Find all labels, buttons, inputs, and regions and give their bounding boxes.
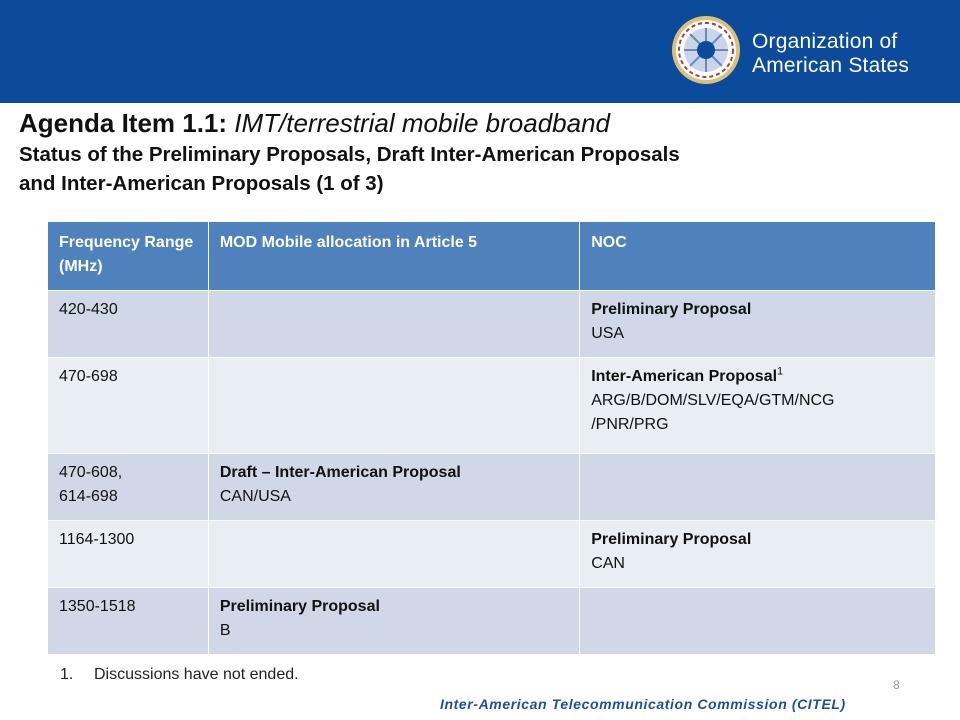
- table-row: [48, 358, 936, 454]
- cell-range: [48, 358, 209, 454]
- mod-title: Draft – Inter-American Proposal: [219, 464, 461, 481]
- header-frequency-range: Frequency Range (MHz): [48, 222, 209, 291]
- page-title: [19, 106, 949, 140]
- cell-range: [48, 521, 209, 588]
- header-noc: NOC: [580, 222, 936, 291]
- cell-mod: [208, 291, 579, 358]
- cell-noc: [580, 358, 936, 454]
- table-row: [48, 521, 936, 588]
- header-mod-mobile-allocation: MOD Mobile allocation in Article 5: [208, 222, 579, 291]
- range-value: 1350-1518: [59, 598, 136, 615]
- oas-seal-icon: [671, 15, 741, 85]
- cell-mod: [208, 358, 579, 454]
- org-name-line1: Organization of: [752, 30, 898, 53]
- range-value: 470-698: [59, 368, 118, 385]
- mod-body: B: [219, 622, 231, 639]
- footnote: [60, 666, 299, 684]
- footnote-text: Discussions have not ended.: [94, 666, 299, 683]
- mod-body: CAN/USA: [219, 488, 291, 505]
- footnote-marker: 1: [777, 365, 784, 378]
- title-block: [19, 106, 949, 198]
- subtitle-line1: Status of the Preliminary Proposals, Draft Inter-American Proposals: [19, 143, 680, 166]
- table-row: [48, 291, 936, 358]
- header-banner: [0, 0, 960, 103]
- mod-title: Preliminary Proposal: [219, 598, 380, 615]
- cell-range: [48, 291, 209, 358]
- noc-body: USA: [591, 325, 625, 342]
- cell-range: [48, 454, 209, 521]
- range-value: 420-430: [59, 301, 118, 318]
- page-number: 8: [893, 678, 900, 692]
- table-row: [48, 588, 936, 655]
- range-value: 1164-1300: [59, 531, 135, 548]
- table-header-row: [48, 222, 936, 291]
- title-topic: IMT/terrestrial mobile broadband: [234, 108, 611, 138]
- table-row: [48, 454, 936, 521]
- footer-commission: Inter-American Telecommunication Commission (CITEL): [440, 696, 846, 712]
- cell-mod: [208, 588, 579, 655]
- cell-noc: [580, 588, 936, 655]
- title-prefix: Agenda Item 1.1:: [19, 108, 228, 138]
- cell-mod: [208, 521, 579, 588]
- org-name: [752, 30, 909, 78]
- noc-title: Preliminary Proposal: [591, 531, 752, 548]
- cell-noc: [580, 521, 936, 588]
- noc-title-text: Inter-American Proposal: [591, 368, 778, 385]
- cell-range: [48, 588, 209, 655]
- noc-title: Preliminary Proposal: [591, 301, 752, 318]
- cell-mod: [208, 454, 579, 521]
- noc-body: ARG/B/DOM/SLV/EQA/GTM/NCG /PNR/PRG: [591, 392, 835, 433]
- range-value: 470-608, 614-698: [59, 464, 123, 505]
- subtitle-line2: and Inter-American Proposals (1 of 3): [19, 172, 384, 195]
- noc-body: CAN: [591, 555, 625, 572]
- cell-noc: [580, 291, 936, 358]
- cell-noc: [580, 454, 936, 521]
- noc-title: [591, 365, 927, 389]
- org-name-line2: American States: [752, 54, 910, 77]
- footnote-number: 1.: [60, 666, 74, 683]
- proposals-table: [47, 221, 936, 655]
